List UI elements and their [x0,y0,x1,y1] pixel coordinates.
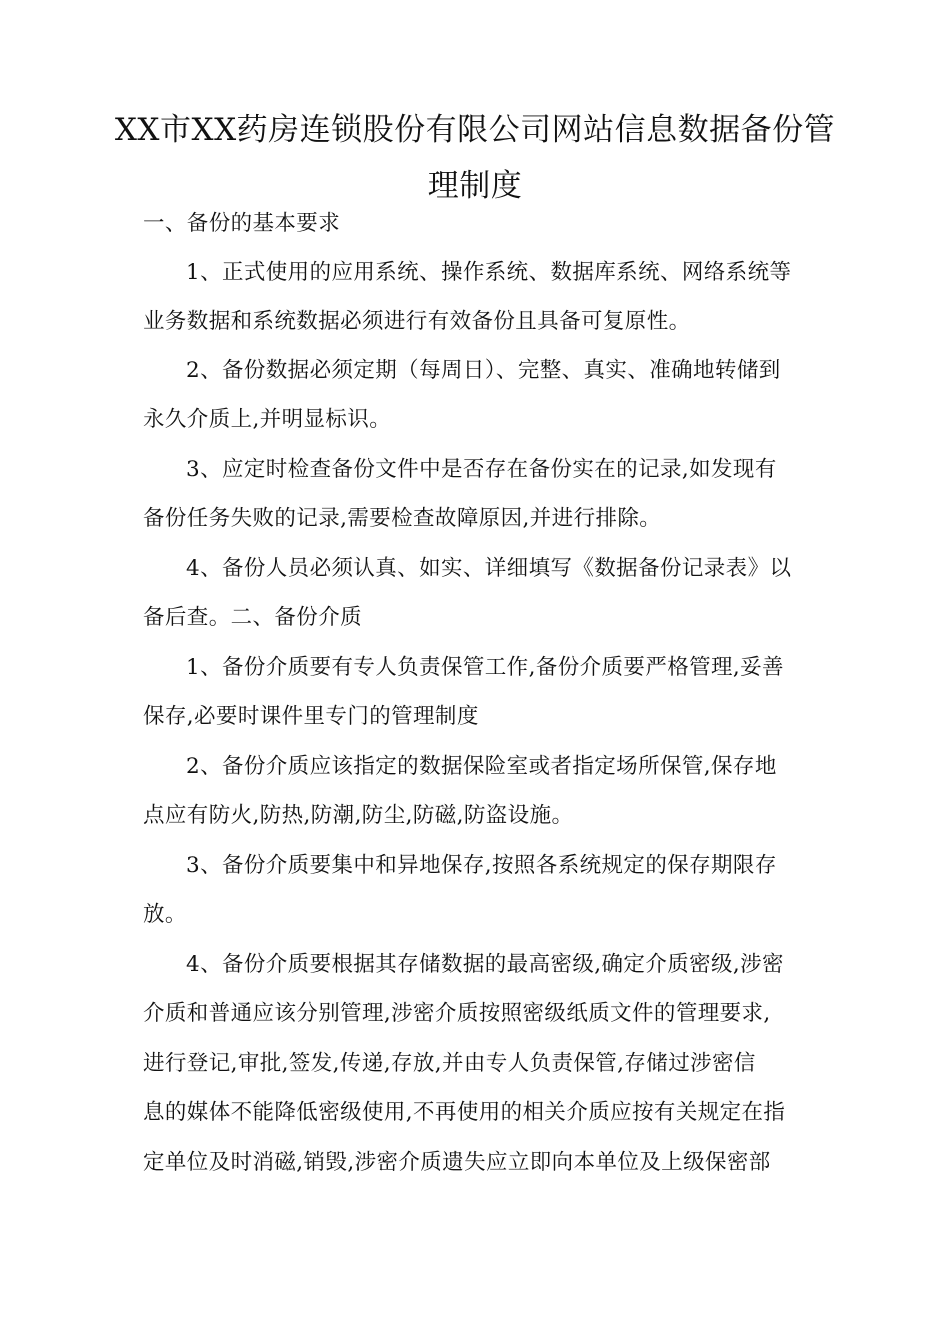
paragraph-line: 放。 [143,902,187,927]
paragraph-line: 2、备份介质应该指定的数据保险室或者指定场所保管,保存地 [186,754,777,779]
paragraph-line: 3、应定时检查备份文件中是否存在备份实在的记录,如发现有 [186,457,777,482]
paragraph-line: 备后查。二、备份介质 [143,605,363,630]
paragraph-line: 1、备份介质要有专人负责保管工作,备份介质要严格管理,妥善 [186,655,784,680]
paragraph-line: 介质和普通应该分别管理,涉密介质按照密级纸质文件的管理要求, [143,1001,771,1026]
paragraph-line: 业务数据和系统数据必须进行有效备份且具备可复原性。 [143,309,691,334]
paragraph-line: 1、正式使用的应用系统、操作系统、数据库系统、网络系统等 [186,260,792,285]
paragraph-line: 3、备份介质要集中和异地保存,按照各系统规定的保存期限存 [186,853,777,878]
section-heading-basic-requirements: 一、备份的基本要求 [143,211,341,236]
paragraph-line: 2、备份数据必须定期（每周日）、完整、真实、准确地转储到 [186,358,781,383]
title-line-1: XX市XX药房连锁股份有限公司网站信息数据备份管 [114,112,836,148]
document-title [100,102,850,214]
paragraph-line: 点应有防火,防热,防潮,防尘,防磁,防盗设施。 [143,803,574,828]
paragraph-line: 定单位及时消磁,销毁,涉密介质遗失应立即向本单位及上级保密部 [143,1150,771,1175]
paragraph-line: 永久介质上,并明显标识。 [143,407,392,432]
paragraph-line: 进行登记,审批,签发,传递,存放,并由专人负责保管,存储过涉密信 [143,1051,756,1076]
paragraph-line: 备份任务失败的记录,需要检查故障原因,并进行排除。 [143,506,662,531]
paragraph-line: 保存,必要时课件里专门的管理制度 [143,704,479,729]
paragraph-line: 息的媒体不能降低密级使用,不再使用的相关介质应按有关规定在指 [143,1100,786,1125]
paragraph-line: 4、备份介质要根据其存储数据的最高密级,确定介质密级,涉密 [186,952,784,977]
title-line-2: 理制度 [427,168,523,204]
paragraph-line: 4、备份人员必须认真、如实、详细填写《数据备份记录表》以 [186,556,792,581]
